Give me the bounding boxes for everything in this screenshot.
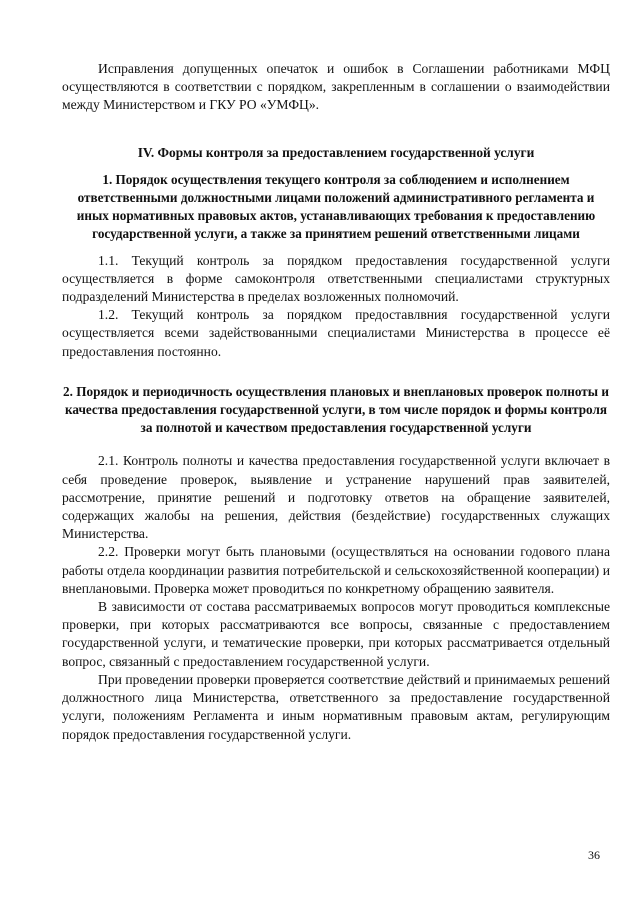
page-number: 36: [588, 848, 600, 862]
paragraph-2-3: В зависимости от состава рассматриваемых вопросов могут проводиться комплексные проверки, при которых рассматриваются все вопросы, связанные с предоставлением государственной услуги, и тематические проверки, при которых рассматривается отдельный вопрос, связанный с предоставлением государственной услуги.: [62, 599, 610, 669]
section-title: IV. Формы контроля за предоставлением государственной услуги: [137, 144, 535, 160]
subsection-2-heading: 2. Порядок и периодичность осуществления плановых и внеплановых проверок полноты и качества предоставления государственной услуги, в том числе порядок и формы контроля за полнотой и качеством предоставления государственной услуги: [63, 383, 609, 436]
intro-paragraph: Исправления допущенных опечаток и ошибок в Соглашении работниками МФЦ осуществляются в соответствии с порядком, закрепленным в соглашении о взаимодействии между Министерством и ГКУ РО «УМФЦ».: [62, 61, 610, 113]
paragraph-2-2: 2.2. Проверки могут быть плановыми (осуществляться на основании годового плана работы отдела координации развития потребительской и сельскохозяйственной кооперации) и внеплановыми. Проверка может проводиться по конкретному обращению заявителя.: [62, 544, 610, 596]
paragraph-1-1: 1.1. Текущий контроль за порядком предоставления государственной услуги осуществляется в форме самоконтроля ответственными специалистами структурных подразделений Министерства в пределах возложенных полномочий.: [62, 252, 610, 305]
document-page: [62, 60, 610, 744]
paragraph-2-4: При проведении проверки проверяется соответствие действий и принимаемых решений должностного лица Министерства, ответственного за предоставление государственной услуги, положениям Регламента и иным нормативным правовым актам, регулирующим порядок предоставления государственной услуги.: [62, 671, 610, 742]
paragraph-1-2: 1.2. Текущий контроль за порядком предоставлвния государственной услуги осуществляется всеми задействованными специалистами Министерства в процессе её предоставления постоянно.: [62, 307, 610, 359]
subsection-1-heading: 1. Порядок осуществления текущего контроля за соблюдением и исполнением ответственными должностными лицами положений административного регламента и иных нормативных правовых актов, устанавливающих требования к предоставлению государственной услуги, а также за принятием решений ответственными лицами: [76, 171, 596, 242]
paragraph-2-1: 2.1. Контроль полноты и качества предоставления государственной услуги включает в себя проведение проверок, выявление и устранение нарушений прав заявителей, рассмотрение, принятие решений и подготовку ответов на обращение заявителей, содержащих жалобы на решения, действия (бездействие) государственных служащих Министерства.: [62, 453, 610, 542]
